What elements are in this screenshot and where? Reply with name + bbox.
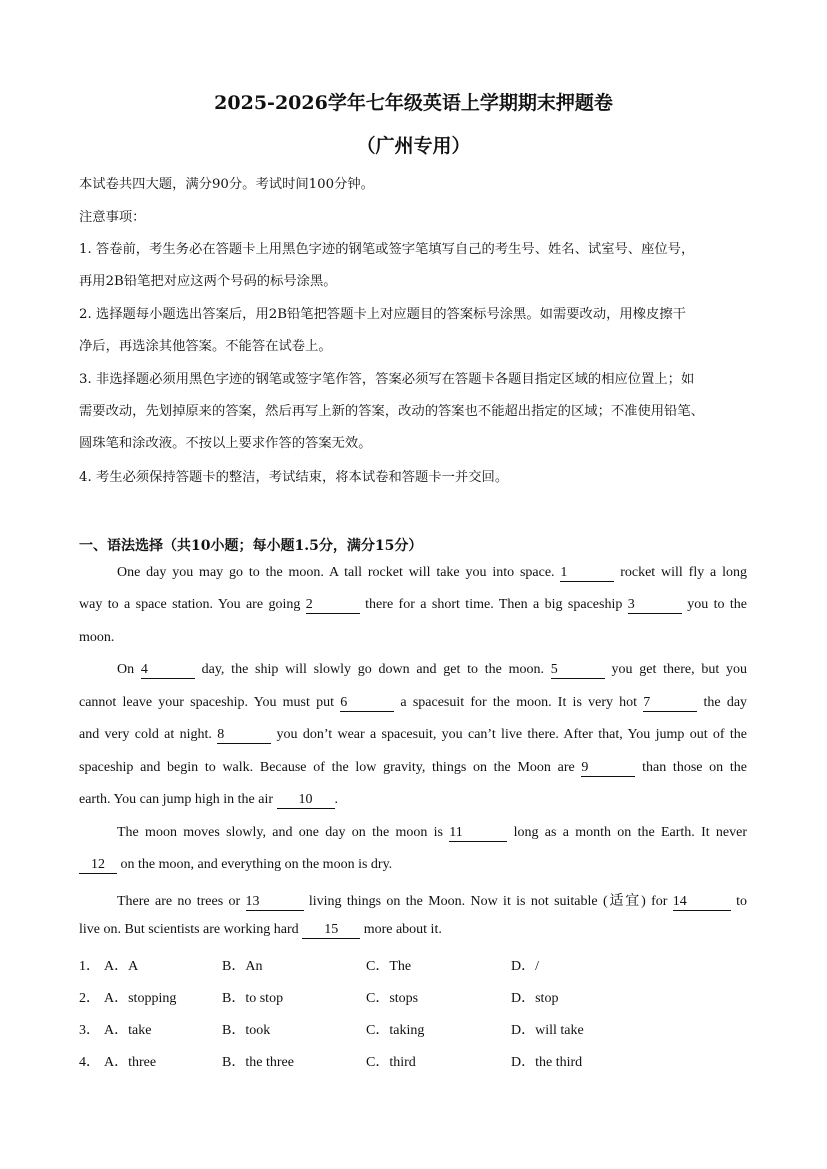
option-a[interactable]: A．three (104, 1055, 157, 1070)
option-d[interactable]: D．will take (511, 1023, 584, 1038)
blank-15: 15 (302, 922, 360, 939)
notice-2-line-2: 净后，再选涂其他答案。不能答在试卷上。 (79, 339, 332, 354)
section-1-heading: 一、语法选择（共10小题；每小题1.5分，满分15分） (79, 538, 423, 554)
passage-line: earth. You can jump high in the air 10 . (79, 792, 339, 807)
passage-line: cannot leave your spaceship. You must put 6 a spacesuit for the moon. It is very hot 7 the day (79, 695, 748, 710)
option-d[interactable]: D．stop (511, 991, 559, 1006)
blank-9: 9 (581, 760, 635, 777)
blank-2: 2 (306, 597, 360, 614)
notice-3-line-1: 3. 非选择题必须用黑色字迹的钢笔或签字笔作答，答案必须写在答题卡各题目指定区域的相应位置上；如 (79, 372, 695, 387)
passage-line: There are no trees or 13 living things on the Moon. Now it is not suitable (适宜) for 14 to (117, 894, 748, 909)
blank-4: 4 (141, 662, 195, 679)
passage-line: and very cold at night. 8 you don’t wear a spacesuit, you can’t live there. After that, You jump out of the (79, 727, 747, 742)
passage-line: way to a space station. You are going 2 there for a short time. Then a big spaceship 3 you to the (79, 597, 747, 612)
notice-1-line-2: 再用2B铅笔把对应这两个号码的标号涂黑。 (79, 274, 337, 289)
blank-6: 6 (340, 695, 394, 712)
passage-line: spaceship and begin to walk. Because of the low gravity, things on the Moon are 9 than those on the (79, 760, 747, 775)
option-a[interactable]: A．A (104, 959, 139, 974)
option-c[interactable]: C．stops (366, 991, 419, 1006)
exam-subtitle: （广州专用） (356, 135, 471, 157)
option-c[interactable]: C．taking (366, 1023, 425, 1038)
option-a[interactable]: A．stopping (104, 991, 177, 1006)
passage-line: 12 on the moon, and everything on the moon is dry. (79, 857, 392, 874)
passage-line: The moon moves slowly, and one day on the moon is 11 long as a month on the Earth. It never (117, 825, 748, 840)
option-d[interactable]: D．/ (511, 959, 539, 974)
passage-line: live on. But scientists are working hard 15 more about it. (79, 922, 442, 937)
option-b[interactable]: B．the three (222, 1055, 294, 1070)
blank-14: 14 (673, 894, 731, 911)
option-b[interactable]: B．took (222, 1023, 271, 1038)
passage-line: On 4 day, the ship will slowly go down and get to the moon. 5 you get there, but you (117, 662, 747, 677)
blank-1: 1 (560, 565, 614, 582)
option-d[interactable]: D．the third (511, 1055, 583, 1070)
notice-4: 4. 考生必须保持答题卡的整洁，考试结束，将本试卷和答题卡一并交回。 (79, 470, 509, 485)
passage-line: moon. (79, 630, 115, 645)
question-number: 4． (79, 1055, 100, 1070)
notice-1-line-1: 1. 答卷前，考生务必在答题卡上用黑色字迹的钢笔或签字笔填写自己的考生号、姓名、试室号、座位号， (79, 242, 695, 257)
option-c[interactable]: C．The (366, 959, 412, 974)
blank-7: 7 (643, 695, 697, 712)
notice-heading: 注意事项： (79, 210, 146, 225)
question-number: 1． (79, 959, 100, 974)
notice-2-line-1: 2. 选择题每小题选出答案后，用2B铅笔把答题卡上对应题目的答案标号涂黑。如需要改动，用橡皮擦干 (79, 307, 686, 322)
passage-line: One day you may go to the moon. A tall rocket will take you into space. 1 rocket will fly a long (117, 565, 747, 580)
notice-3-line-3: 圆珠笔和涂改液。不按以上要求作答的答案无效。 (79, 436, 372, 451)
blank-5: 5 (551, 662, 605, 679)
option-a[interactable]: A．take (104, 1023, 152, 1038)
blank-10: 10 (277, 792, 335, 809)
question-number: 2． (79, 991, 100, 1006)
option-b[interactable]: B．to stop (222, 991, 284, 1006)
option-b[interactable]: B．An (222, 959, 263, 974)
blank-11: 11 (449, 825, 507, 842)
option-c[interactable]: C．third (366, 1055, 416, 1070)
question-number: 3． (79, 1023, 100, 1038)
blank-13: 13 (246, 894, 304, 911)
notice-3-line-2: 需要改动，先划掉原来的答案，然后再写上新的答案，改动的答案也不能超出指定的区域；不准使用铅笔、 (79, 404, 704, 419)
exam-title: 2025-2026学年七年级英语上学期期末押题卷 (214, 92, 613, 114)
blank-8: 8 (217, 727, 271, 744)
exam-intro: 本试卷共四大题，满分90分。考试时间100分钟。 (79, 177, 374, 192)
blank-12: 12 (79, 857, 117, 874)
blank-3: 3 (628, 597, 682, 614)
